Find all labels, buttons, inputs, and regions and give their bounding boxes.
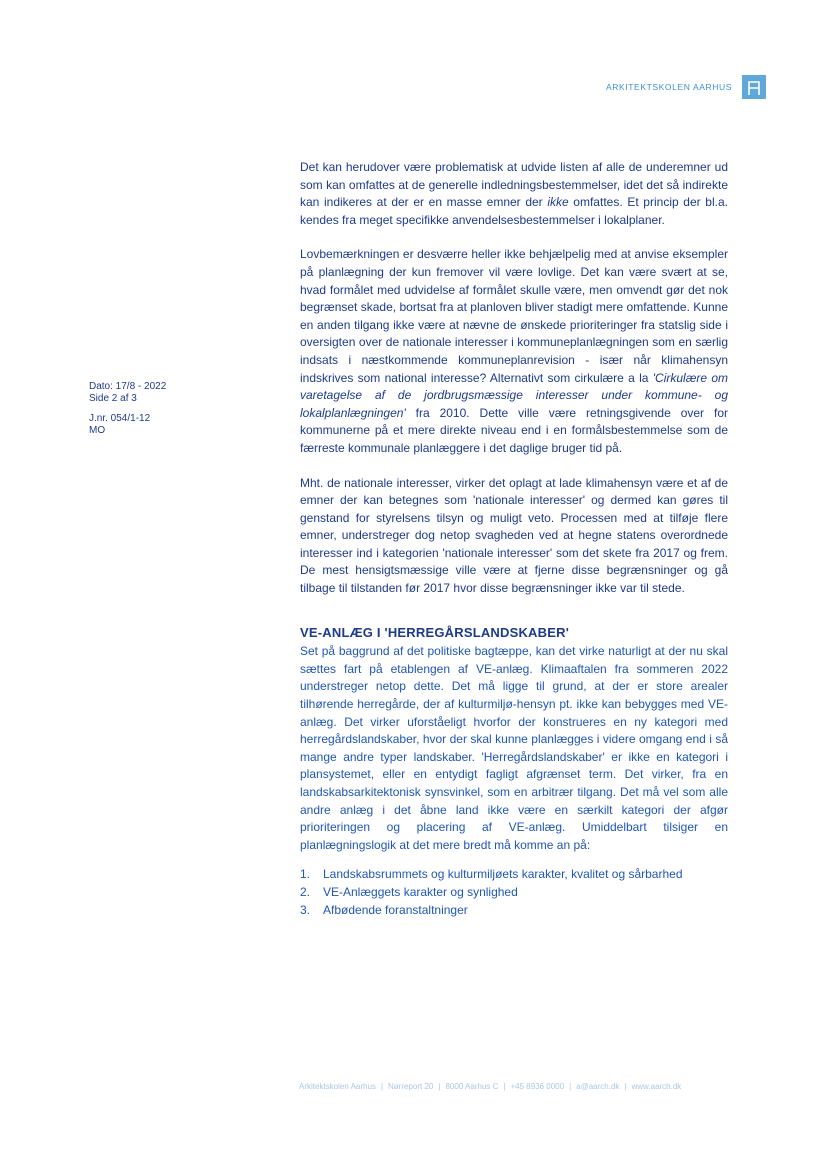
paragraph-1-emphasis: ikke bbox=[547, 195, 569, 210]
document-body bbox=[300, 159, 728, 919]
section-heading: VE-ANLÆG I 'HERREGÅRSLANDSKABER' bbox=[300, 624, 569, 640]
paragraph-2-text-end: fra 2010. Dette ville være retningsgivende over for kommunerne på et mere direkte niveau end i en formålsbestemmelse som de færreste kommunale planlæggere i det daglige bruger tid på. bbox=[300, 405, 728, 455]
footer-web-link[interactable]: www.aarch.dk bbox=[631, 1082, 682, 1091]
institution-logo bbox=[742, 75, 766, 99]
list-item bbox=[300, 884, 728, 902]
paragraph-2-text: Lovbemærkningen er desværre heller ikke behjælpelig med at anvise eksempler på planlægning der kun fremover vil være lovlige. Det kan være svært at se, hvad formålet med udvidelse af formålet skulle være, men omvendt gør det nok begrænset skade, bortsat fra at planloven bliver stadigt mere omfattende. Kunne en anden tilgang ikke være at nævne de ønskede prioriteringer fra statslig side i oversigten over de nationale interesser i kommuneplanlægningen som en særlig indsats i næstkommende kommuneplanrevision - især når klimahensyn indskrives som national interesse? Alternativt som cirkulære a la bbox=[300, 247, 728, 385]
numbered-list bbox=[300, 866, 728, 919]
list-item bbox=[300, 902, 728, 920]
page-header bbox=[606, 75, 766, 99]
list-item-number: 1. bbox=[300, 867, 311, 882]
meta-journal-number: J.nr. 054/1-12 bbox=[89, 413, 151, 424]
list-item-text: Landskabsrummets og kulturmiljøets karakter, kvalitet og sårbarhed bbox=[323, 867, 683, 882]
footer-phone: +45 8936 0000 bbox=[510, 1082, 565, 1091]
paragraph-1-text-end: omfattes. Et princip der bl.a. kendes fra meget specifikke anvendelsesbestemmelser i lokalplaner. bbox=[300, 195, 728, 227]
document-meta bbox=[89, 381, 166, 445]
footer-address: Nørreport 20 bbox=[388, 1082, 434, 1091]
meta-initials: MO bbox=[89, 425, 106, 436]
paragraph-2-citation: 'Cirkulære om varetagelse af de jordbrugsmæssige interesser under kommune- og lokalplanlægningen' bbox=[300, 370, 728, 420]
list-item-number: 2. bbox=[300, 884, 311, 899]
paragraph-4: Set på baggrund af det politiske bagtæppe, kan det virke naturligt at der nu skal sættes fart på etablengen af VE-anlæg. Klimaaftalen fra sommeren 2022 understreger netop dette. Det må ligge til grund, at der er store arealer tilhørende herregårde, der af kulturmiljø-hensyn pt. ikke kan bebygges med VE-anlæg. Det virker uforståeligt hvorfor der konstrueres en ny kategori med herregårdslandskaber, hvor der skal kunne planlægges i videre omgang end i så mange andre typer landskaber. 'Herregårdslandskaber' er ikke en kategori i plansystemet, eller en entydigt fagligt afgrænset term. Det virker, fra en landskabsarkitektonisk synsvinkel, som en arbitrær tilgang. Det må vel som alle andre anlæg i det åbne land ikke være en særkilt kategori der afgør prioriteringen og placering af VE-anlæg. Umiddelbart tilsiger en planlægningslogik at det mere bredt må komme an på: bbox=[300, 644, 728, 852]
list-item-text: VE-Anlæggets karakter og synlighed bbox=[323, 884, 518, 899]
list-item-text: Afbødende foranstaltninger bbox=[323, 902, 468, 917]
institution-name: ARKITEKTSKOLEN AARHUS bbox=[606, 82, 732, 92]
list-item-number: 3. bbox=[300, 902, 311, 917]
paragraph-1 bbox=[300, 159, 728, 229]
paragraph-1-text: Det kan herudover være problematisk at udvide listen af alle de underemner ud som kan omfattes at de generelle indledningsbestemmelser, idet det så indirekte kan indikeres at der er en masse emner der bbox=[300, 160, 728, 210]
footer-name: Arkitektskolen Aarhus bbox=[299, 1082, 376, 1091]
paragraph-2 bbox=[300, 246, 728, 457]
meta-page: Side 2 af 3 bbox=[89, 393, 137, 404]
list-item bbox=[300, 866, 728, 884]
paragraph-3: Mht. de nationale interesser, virker det oplagt at lade klimahensyn være et af de emner der kan betegnes som 'nationale interesser' og dermed kan gøres til genstand for styrelsens tilsyn og muligt veto. Processen med at tilføje flere emner, understreger dog netop svagheden ved at hegne statens overordnede interesser ind i kategorien 'nationale interesser' som det skete fra 2017 og frem. De mest hensigtsmæssige ville være at fjerne disse begrænsninger og gå tilbage til tilstanden før 2017 hvor disse begrænsninger ikke var til stede. bbox=[300, 475, 728, 596]
logo-a-icon bbox=[747, 79, 761, 95]
footer-city: 8000 Aarhus C bbox=[445, 1082, 499, 1091]
meta-date: Dato: 17/8 - 2022 bbox=[89, 381, 167, 392]
footer-email-link[interactable]: a@aarch.dk bbox=[576, 1082, 620, 1091]
page-footer: Arkitektskolen Aarhus | Nørreport 20 | 8000 Aarhus C | +45 8936 0000 | a@aarch.dk | www.aarch.dk bbox=[299, 1082, 682, 1091]
